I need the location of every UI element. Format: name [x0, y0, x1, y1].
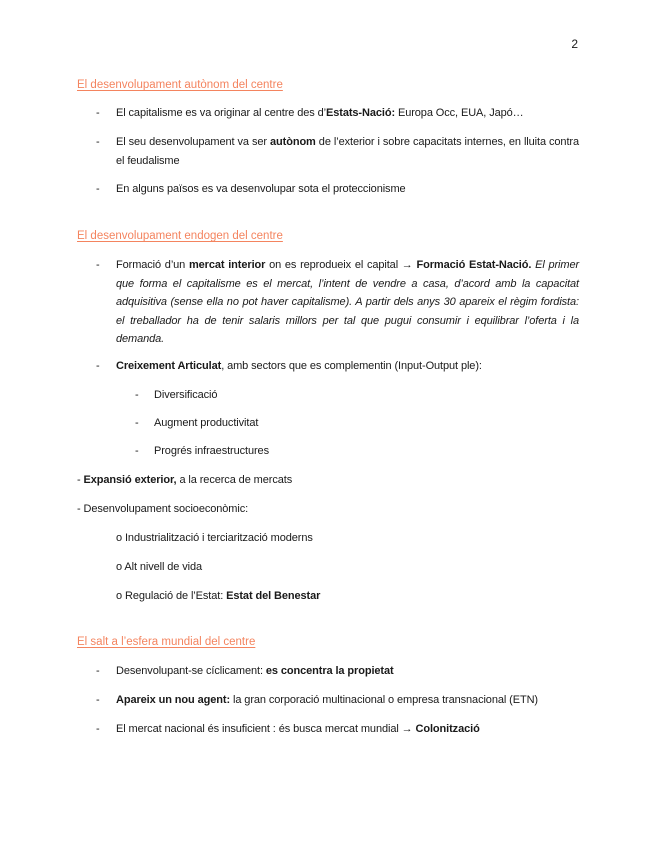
sub-bullet-dash: - [135, 389, 139, 401]
circle-item-state-regulation: o Regulació de l’Estat: Estat del Benestar [116, 590, 321, 602]
bullet-dash: - [96, 136, 100, 148]
bullet-dash: - [96, 723, 100, 735]
bullet-dash: - [96, 259, 100, 271]
sub-item-productivity: Augment productivitat [154, 417, 259, 429]
section-heading-endogenous: El desenvolupament endogen del centre [77, 230, 283, 242]
section-heading-autonomous: El desenvolupament autònom del centre [77, 79, 283, 91]
bullet-dash: - [96, 665, 100, 677]
list-item-protectionism: En alguns països es va desenvolupar sota el proteccionisme [116, 183, 406, 195]
list-item-internal-market: Formació d’un mercat interior on es reprodueix el capital → Formació Estat-Nació. El primer que forma el capitalisme es el mercat, l’intent de vendre a casa, d’acord amb la capacitat adquisitiva (sense ella no pot haver capitalisme). A partir dels anys 30 apareix el règim fordista: el treballador ha de tenir salaris millors per tal que pugui consumir i equilibrar l’oferta i la demanda. [116, 259, 580, 345]
list-item-cyclical: Desenvolupant-se cíclicament: es concentra la propietat [116, 665, 394, 677]
bullet-dash: - [96, 694, 100, 706]
list-item-origin: El capitalisme es va originar al centre des d’Estats-Nació: Europa Occ, EUA, Japó… [116, 107, 524, 119]
sub-item-diversification: Diversificació [154, 389, 218, 401]
bullet-dash: - [96, 183, 100, 195]
circle-item-living-standard: o Alt nivell de vida [116, 561, 203, 573]
list-item-external-expansion: - Expansió exterior, a la recerca de mercats [77, 474, 293, 486]
list-item-colonization: El mercat nacional és insuficient : és busca mercat mundial → Colonització [116, 723, 480, 735]
list-item-autonomous: El seu desenvolupament va ser autònom de l’exterior i sobre capacitats internes, en lluita contra el feudalisme [116, 136, 579, 167]
bullet-dash: - [96, 360, 100, 372]
list-item-articulated-growth: Creixement Articulat, amb sectors que es complementin (Input-Output ple): [116, 360, 482, 372]
list-item-new-agent: Apareix un nou agent: la gran corporació multinacional o empresa transnacional (ETN) [116, 694, 538, 706]
circle-item-industrialization: o Industrialització i terciarització moderns [116, 532, 313, 544]
sub-bullet-dash: - [135, 417, 139, 429]
bullet-dash: - [96, 107, 100, 119]
sub-bullet-dash: - [135, 445, 139, 457]
sub-item-infrastructure: Progrés infraestructures [154, 445, 269, 457]
list-item-socioeconomic: - Desenvolupament socioeconòmic: [77, 503, 249, 515]
page-number: 2 [571, 37, 578, 51]
section-heading-global: El salt a l’esfera mundial del centre [77, 636, 256, 648]
